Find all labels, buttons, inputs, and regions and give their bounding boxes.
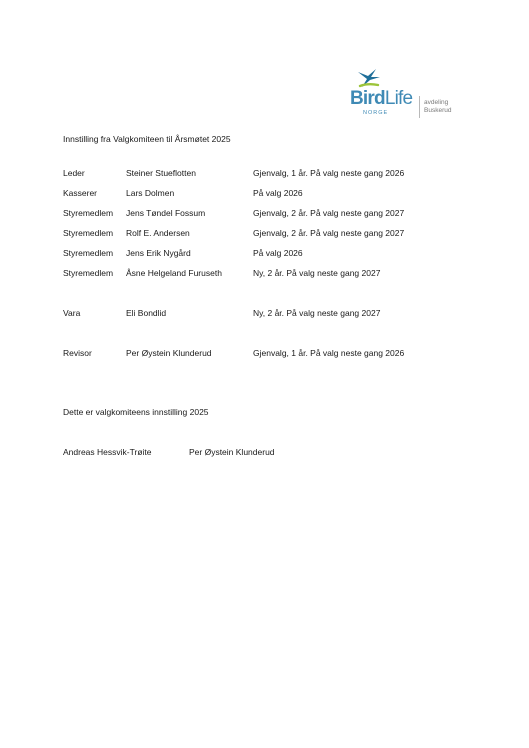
logo-country: NORGE: [363, 110, 389, 116]
role-cell: Kasserer: [63, 188, 98, 198]
role-cell: Leder: [63, 168, 85, 178]
role-cell: Styremedlem: [63, 248, 114, 258]
status-cell: Gjenvalg, 1 år. På valg neste gang 2026: [253, 348, 405, 358]
committee-statement: Dette er valgkomiteens innstilling 2025: [63, 407, 209, 417]
logo-divider: [419, 96, 420, 118]
person-cell: Per Øystein Klunderud: [126, 348, 212, 358]
logo-subtitle: avdeling Buskerud: [424, 99, 452, 114]
bird-icon: [356, 68, 382, 88]
logo-brand-name: BirdLife: [350, 88, 413, 109]
status-cell: Ny, 2 år. På valg neste gang 2027: [253, 308, 381, 318]
status-cell: På valg 2026: [253, 188, 303, 198]
person-cell: Åsne Helgeland Furuseth: [126, 268, 222, 278]
role-cell: Vara: [63, 308, 81, 318]
signature-name: Andreas Hessvik-Trøite: [63, 447, 152, 457]
role-cell: Styremedlem: [63, 268, 114, 278]
birdlife-logo: [348, 68, 488, 124]
status-cell: Gjenvalg, 2 år. På valg neste gang 2027: [253, 228, 405, 238]
person-cell: Eli Bondlid: [126, 308, 167, 318]
person-cell: Jens Erik Nygård: [126, 248, 191, 258]
role-cell: Styremedlem: [63, 228, 114, 238]
role-cell: Revisor: [63, 348, 92, 358]
signature-name: Per Øystein Klunderud: [189, 447, 275, 457]
status-cell: Ny, 2 år. På valg neste gang 2027: [253, 268, 381, 278]
status-cell: Gjenvalg, 2 år. På valg neste gang 2027: [253, 208, 405, 218]
person-cell: Jens Tøndel Fossum: [126, 208, 206, 218]
status-cell: På valg 2026: [253, 248, 303, 258]
role-cell: Styremedlem: [63, 208, 114, 218]
status-cell: Gjenvalg, 1 år. På valg neste gang 2026: [253, 168, 405, 178]
person-cell: Rolf E. Andersen: [126, 228, 190, 238]
person-cell: Lars Dolmen: [126, 188, 175, 198]
person-cell: Steiner Stueflotten: [126, 168, 196, 178]
document-title: Innstilling fra Valgkomiteen til Årsmøtet 2025: [63, 134, 231, 144]
